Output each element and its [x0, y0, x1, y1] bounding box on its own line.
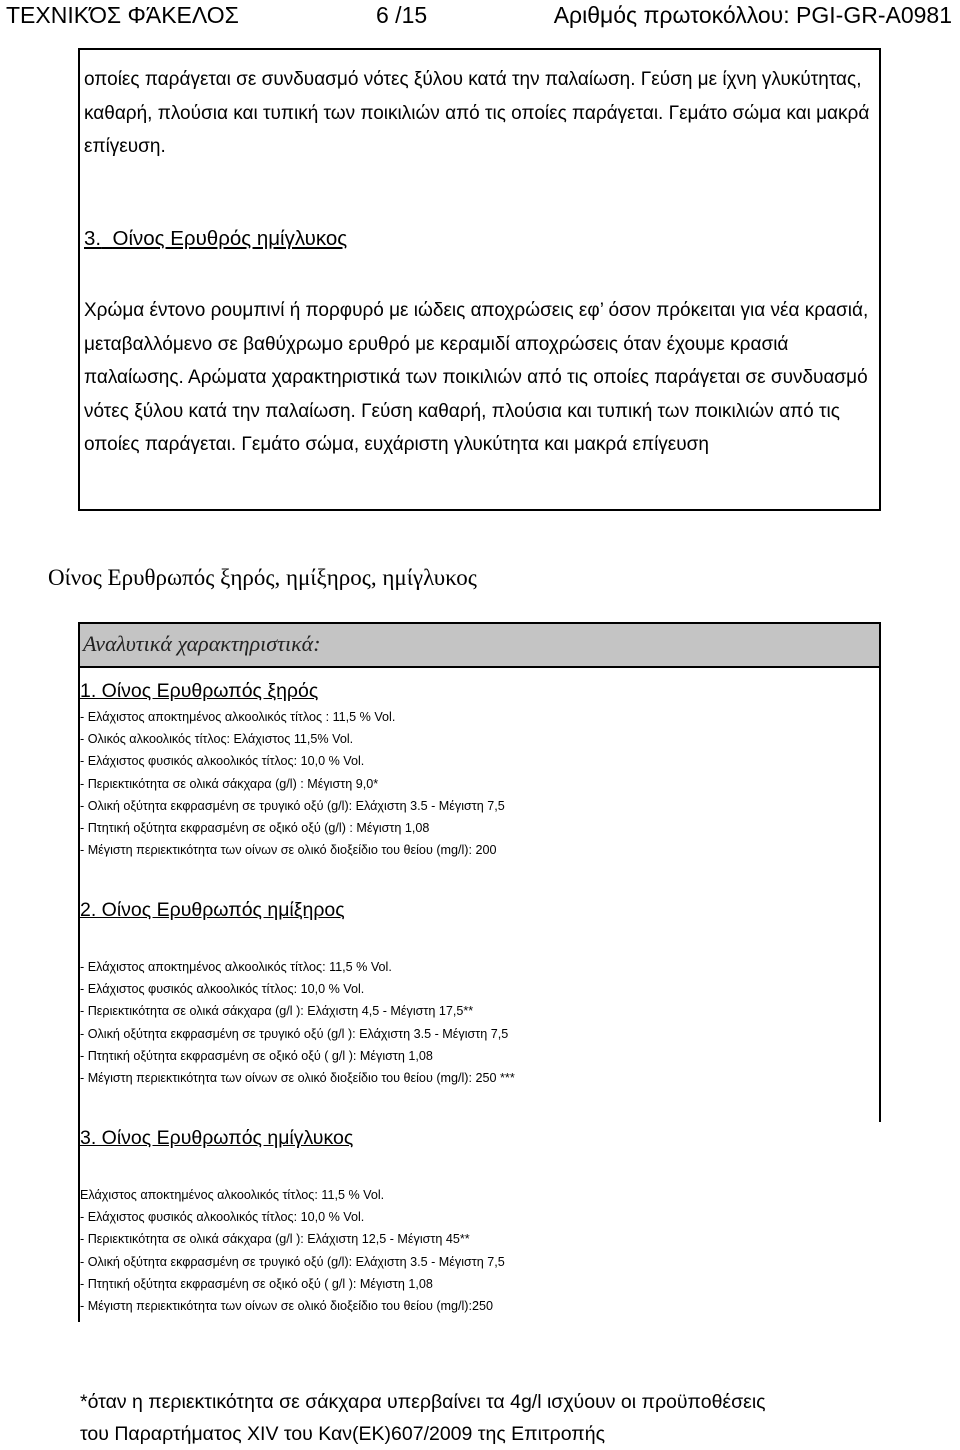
wine1-title: 1. Οίνος Ερυθρωπός ξηρός [80, 680, 319, 702]
analytical-header-band [80, 624, 879, 668]
spec-line: - Ολική οξύτητα εκφρασμένη σε τρυγικό οξύ (g/l ): Ελάχιστη 3.5 - Μέγιστη 7,5 [80, 1026, 509, 1041]
heading-number: 3. [84, 227, 102, 250]
spec-line: - Μέγιστη περιεκτικότητα των οίνων σε ολικό διοξείδιο του θείου (mg/l): 250 *** [80, 1070, 515, 1085]
spec-line: - Μέγιστη περιεκτικότητα των οίνων σε ολικό διοξείδιο του θείου (mg/l): 200 [80, 843, 497, 858]
document-type: ΤΕΧΝΙΚΌΣ ΦΆΚΕΛΟΣ [6, 2, 239, 28]
protocol-number: Αριθμός πρωτοκόλλου: PGI-GR-A0981 [553, 2, 952, 28]
heading-text: Οίνος Ερυθρός ημίγλυκος [112, 227, 348, 250]
wine3-title: 3. Οίνος Ερυθρωπός ημίγλυκος [80, 1127, 354, 1149]
spec-line: - Περιεκτικότητα σε ολικά σάκχαρα (g/l) : Μέγιστη 9,0* [80, 776, 379, 791]
spec-line: - Ελάχιστος αποκτημένος αλκοολικός τίτλος : 11,5 % Vol. [80, 710, 396, 724]
description-paragraph-continued: οποίες παράγεται σε συνδυασμό νότες ξύλου κατά την παλαίωση. Γεύση με ίχνη γλυκύτητας, καθαρή, πλούσια και τυπική των ποικιλιών από τις οποίες παράγεται. Γεμάτο σώμα και μακρά επίγευση. [84, 69, 870, 157]
spec-line: - Ελάχιστος φυσικός αλκοολικός τίτλος: 10,0 % Vol. [80, 754, 365, 769]
spec-line: - Ολική οξύτητα εκφρασμένη σε τρυγικό οξύ (g/l): Ελάχιστη 3.5 - Μέγιστη 7,5 [80, 1254, 505, 1269]
wine-red-semisweet-heading [84, 227, 347, 251]
spec-line: - Πτητική οξύτητα εκφρασμένη σε οξικό οξύ ( g/l ): Μέγιστη 1,08 [80, 1276, 433, 1291]
spec-line: - Πτητική οξύτητα εκφρασμένη σε οξικό οξύ (g/l) : Μέγιστη 1,08 [80, 820, 430, 835]
page-number: 6 /15 [376, 2, 428, 28]
wine1-specs [80, 706, 505, 861]
spec-line: - Πτητική οξύτητα εκφρασμένη σε οξικό οξύ ( g/l ): Μέγιστη 1,08 [80, 1048, 433, 1063]
footnote [80, 1386, 766, 1450]
description-box [78, 48, 881, 511]
spec-line: - Ολικός αλκοολικός τίτλος: Ελάχιστος 11,5% Vol. [80, 732, 354, 747]
wine-red-semisweet-description: Χρώμα έντονο ρουμπινί ή πορφυρό με ιώδεις αποχρώσεις εφ’ όσον πρόκειται για νέα κρασιά, μεταβαλλόμενο σε βαθύχρωμο ερυθρό με κεραμιδί αποχρώσεις όταν έχουμε κρασιά παλαίωσης. Αρώματα χαρακτηριστικά των ποικιλιών από τις οποίες παράγεται σε συνδυασμό νότες ξύλου κατά την παλαίωση. Γεύση καθαρή, πλούσια και τυπική των ποικιλιών από τις οποίες παράγεται. Γεμάτο σώμα, ευχάριστη γλυκύτητα και μακρά επίγευση [84, 300, 869, 455]
section-title: Οίνος Ερυθρωπός ξηρός, ημίξηρος, ημίγλυκος [48, 565, 477, 590]
wine3-specs [80, 1184, 505, 1317]
footnote-line-2: του Παραρτήματος XIV του Καν(ΕΚ)607/2009 της Επιτροπής [80, 1423, 605, 1445]
spec-line: - Ολική οξύτητα εκφρασμένη σε τρυγικό οξύ (g/l): Ελάχιστη 3.5 - Μέγιστη 7,5 [80, 798, 505, 813]
spec-line: - Περιεκτικότητα σε ολικά σάκχαρα (g/l ): Ελάχιστη 12,5 - Μέγιστη 45** [80, 1232, 470, 1247]
wine2-specs [80, 956, 515, 1089]
footnote-line-1: *όταν η περιεκτικότητα σε σάκχαρα υπερβαίνει τα 4g/l ισχύουν οι προϋποθέσεις [80, 1391, 766, 1413]
spec-line: - Μέγιστη περιεκτικότητα των οίνων σε ολικό διοξείδιο του θείου (mg/l):250 [80, 1298, 494, 1313]
wine2-title: 2. Οίνος Ερυθρωπός ημίξηρος [80, 899, 345, 921]
spec-line: - Περιεκτικότητα σε ολικά σάκχαρα (g/l ): Ελάχιστη 4,5 - Μέγιστη 17,5** [80, 1004, 474, 1019]
page-header [0, 0, 960, 30]
analytical-label: Αναλυτικά χαρακτηριστικά: [83, 631, 321, 656]
spec-line: Ελάχιστος αποκτημένος αλκοολικός τίτλος: 11,5 % Vol. [80, 1188, 385, 1202]
spec-line: - Ελάχιστος φυσικός αλκοολικός τίτλος: 10,0 % Vol. [80, 982, 365, 997]
spec-line: - Ελάχιστος φυσικός αλκοολικός τίτλος: 10,0 % Vol. [80, 1210, 365, 1225]
spec-line: - Ελάχιστος αποκτημένος αλκοολικός τίτλος: 11,5 % Vol. [80, 960, 392, 974]
